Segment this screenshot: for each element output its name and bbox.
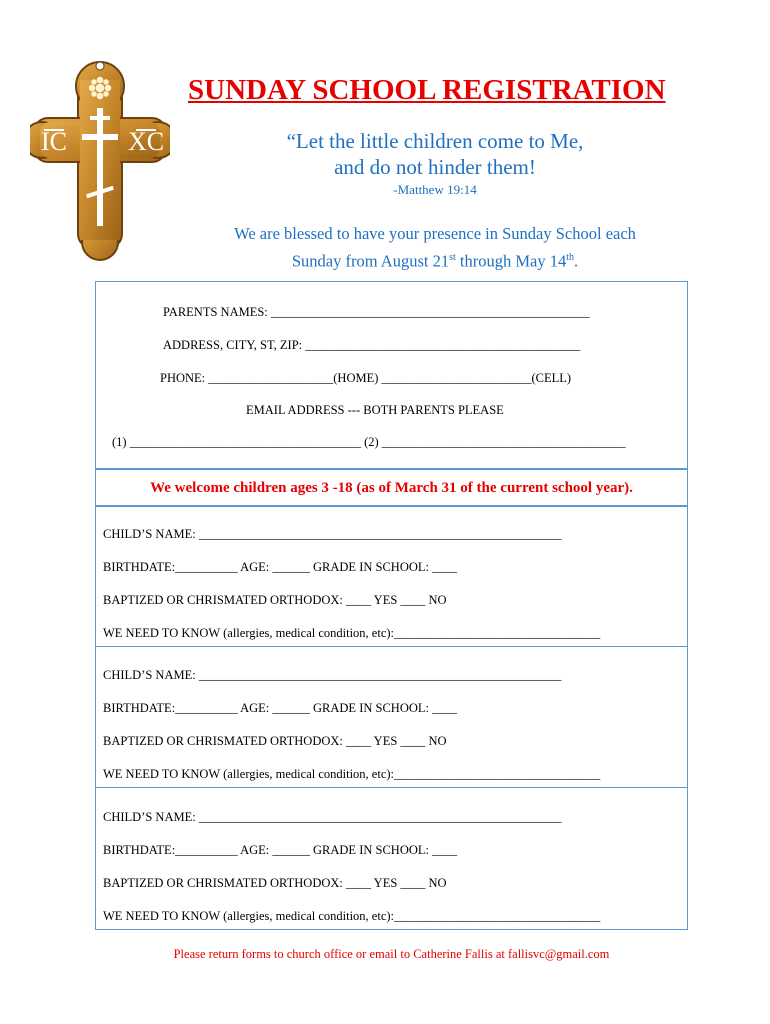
return-instructions: Please return forms to church office or email to Catherine Fallis at fallisvc@gmail.com bbox=[173, 947, 610, 961]
child-needs-field[interactable]: WE NEED TO KNOW (allergies, medical condition, etc):_________________________________ bbox=[103, 767, 601, 781]
age-welcome-banner: We welcome children ages 3 -18 (as of March 31 of the current school year). bbox=[150, 480, 633, 496]
child-birth-age-grade-field[interactable]: BIRTHDATE:__________ AGE: ______ GRADE IN SCHOOL: ____ bbox=[103, 843, 458, 857]
scripture-quote bbox=[200, 128, 670, 180]
child-needs-field[interactable]: WE NEED TO KNOW (allergies, medical condition, etc):_________________________________ bbox=[103, 909, 601, 923]
child-baptized-field[interactable]: BAPTIZED OR CHRISMATED ORTHODOX: ____ YES ____ NO bbox=[103, 734, 447, 748]
child-name-field[interactable]: CHILD’S NAME: __________________________________________________________ bbox=[103, 810, 562, 824]
child-name-field[interactable]: CHILD’S NAME: __________________________________________________________ bbox=[103, 527, 562, 541]
quote-line-1: “Let the little children come to Me, bbox=[286, 129, 584, 153]
address-field[interactable]: ADDRESS, CITY, ST, ZIP: ____________________________________________ bbox=[163, 338, 581, 352]
child-needs-field[interactable]: WE NEED TO KNOW (allergies, medical condition, etc):_________________________________ bbox=[103, 626, 601, 640]
email-fields[interactable]: (1) _____________________________________ (2) _______________________________________ bbox=[112, 435, 626, 449]
quote-line-2: and do not hinder them! bbox=[334, 155, 536, 179]
orthodox-cross-icon bbox=[30, 58, 170, 263]
parents-names-field[interactable]: PARENTS NAMES: ___________________________________________________ bbox=[163, 305, 590, 319]
child-birth-age-grade-field[interactable]: BIRTHDATE:__________ AGE: ______ GRADE IN SCHOOL: ____ bbox=[103, 560, 458, 574]
welcome-message bbox=[195, 222, 675, 274]
welcome-line-2: Sunday from August 21st through May 14th. bbox=[291, 251, 579, 271]
scripture-citation: -Matthew 19:14 bbox=[393, 182, 477, 197]
phone-field[interactable]: PHONE: ____________________(HOME) ________________________(CELL) bbox=[160, 371, 572, 385]
child-baptized-field[interactable]: BAPTIZED OR CHRISMATED ORTHODOX: ____ YES ____ NO bbox=[103, 593, 447, 607]
monogram-ic: IC bbox=[41, 127, 67, 156]
page-title: SUNDAY SCHOOL REGISTRATION bbox=[188, 74, 666, 106]
child-birth-age-grade-field[interactable]: BIRTHDATE:__________ AGE: ______ GRADE IN SCHOOL: ____ bbox=[103, 701, 458, 715]
email-heading: EMAIL ADDRESS --- BOTH PARENTS PLEASE bbox=[246, 403, 504, 417]
child-name-field[interactable]: CHILD’S NAME: __________________________________________________________ bbox=[103, 668, 562, 682]
welcome-line-1: We are blessed to have your presence in Sunday School each bbox=[234, 224, 636, 243]
child-baptized-field[interactable]: BAPTIZED OR CHRISMATED ORTHODOX: ____ YES ____ NO bbox=[103, 876, 447, 890]
monogram-xc: XC bbox=[127, 127, 165, 156]
